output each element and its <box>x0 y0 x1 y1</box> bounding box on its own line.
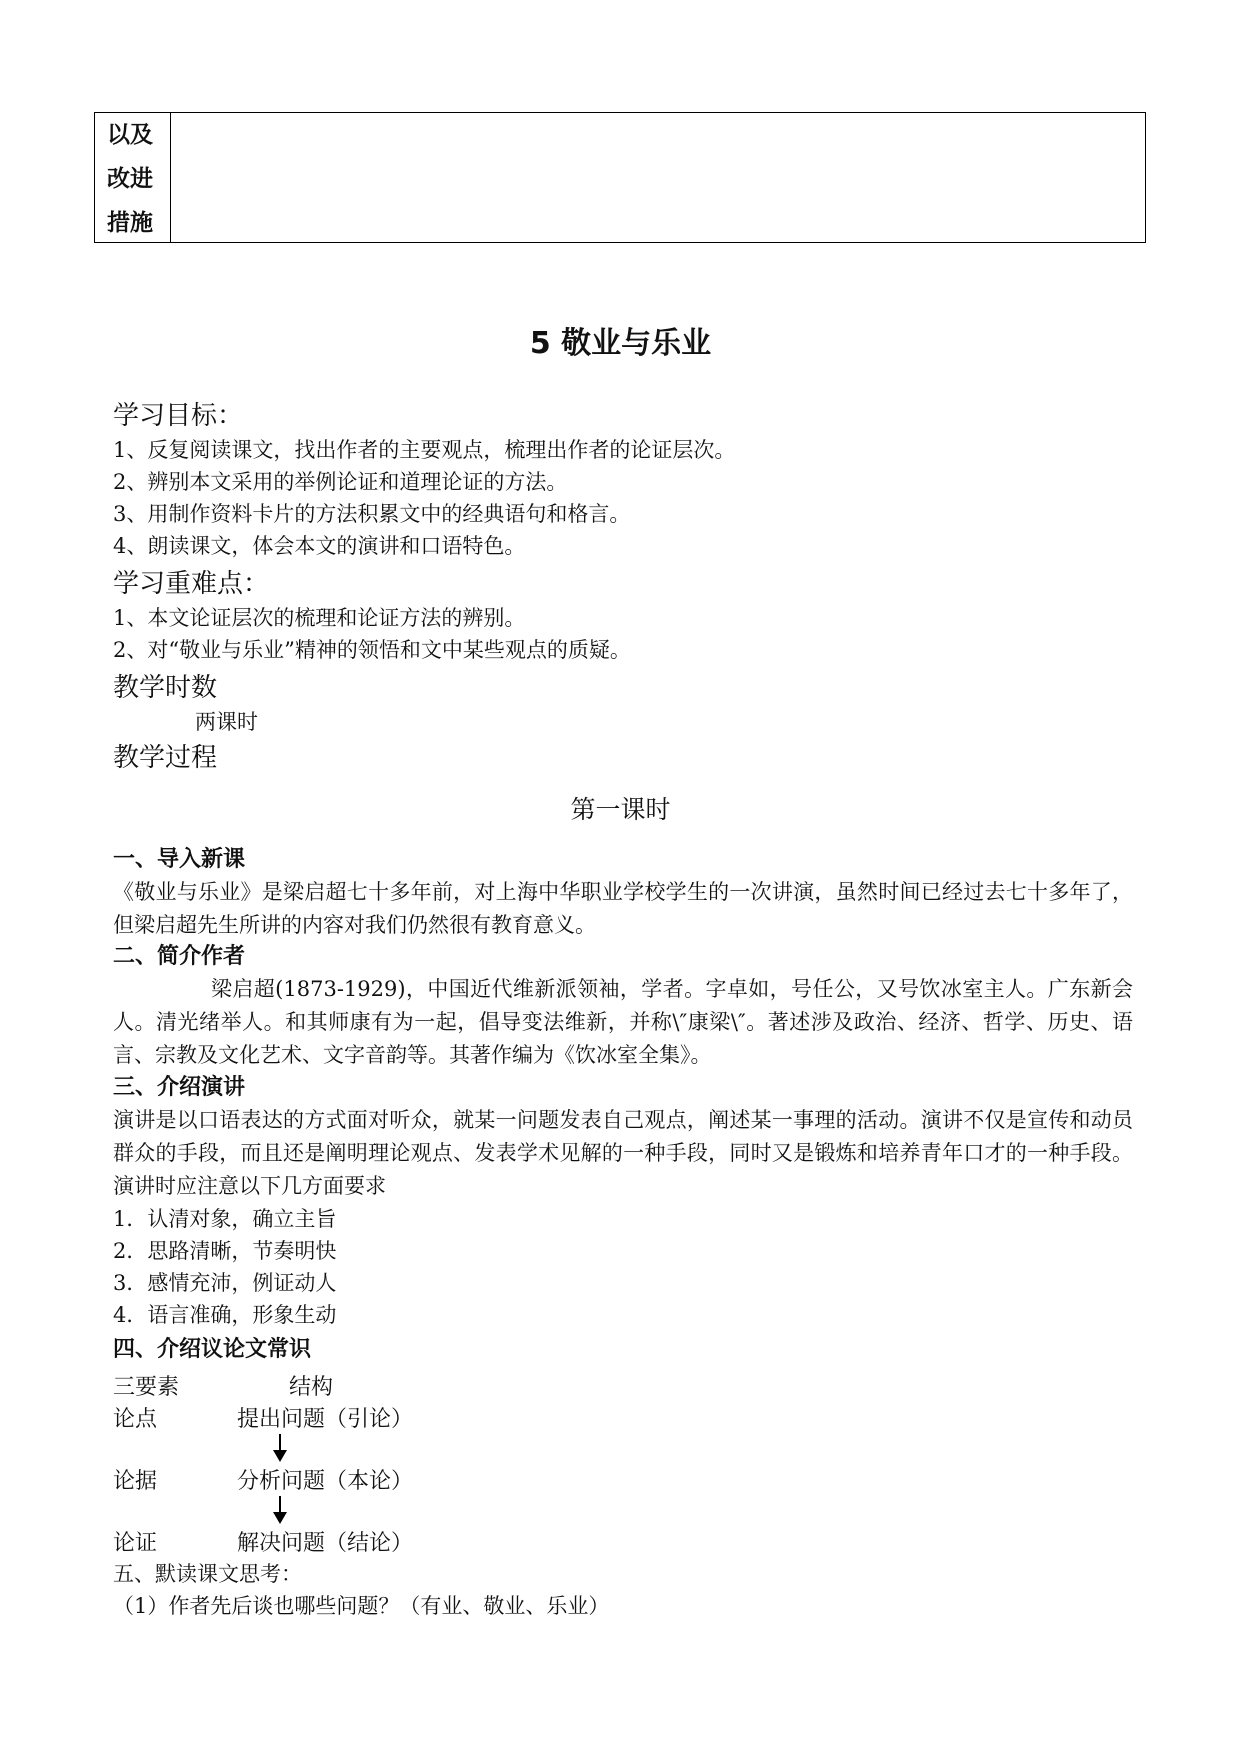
table-label-line: 措施 <box>107 210 153 236</box>
key-point-item: 2、对“敬业与乐业”精神的领悟和文中某些观点的质疑。 <box>113 638 631 662</box>
page-title: 5 敬业与乐业 <box>529 326 712 361</box>
section-text: 演讲是以口语表达的方式面对听众，就某一问题发表自己观点，阐述某一事理的活动。演讲不仅是宣传和动员群众的手段，而且还是阐明理论观点、发表学术见解的一种手段，同时又是锻炼和培养青年口才的一种手段。演讲时应注意以下几方面要求 <box>113 1108 1133 1198</box>
objective-item: 1、反复阅读课文，找出作者的主要观点，梳理出作者的论证层次。 <box>113 438 736 462</box>
objective-item: 2、辨别本文采用的举例论证和道理论证的方法。 <box>113 470 568 494</box>
diagram-row <box>113 1526 413 1557</box>
diagram-element: 论证 <box>113 1531 158 1556</box>
diagram-row <box>113 1464 413 1495</box>
speech-requirement: 2．思路清晰，节奏明快 <box>113 1239 337 1263</box>
reading-question: （1）作者先后谈也哪些问题？（有业、敬业、乐业） <box>113 1594 610 1618</box>
diagram-col2-header: 结构 <box>289 1375 334 1400</box>
diagram-structure: 分析问题（本论） <box>237 1469 414 1494</box>
objectives-heading: 学习目标： <box>113 401 244 431</box>
table-label-line: 以及 <box>107 122 153 148</box>
diagram-element: 论据 <box>113 1469 158 1494</box>
key-point-item: 1、本文论证层次的梳理和论证方法的辨别。 <box>113 606 526 630</box>
section-text: 梁启超(1873-1929)，中国近代维新派领袖，学者。字卓如，号任公，又号饮冰室主人。广东新会人。清光绪举人。和其师康有为一起，倡导变法维新，并称\″康梁\″。著述涉及政治、经济、哲学、历史、语言、宗教及文化艺术、文字音韵等。其著作编为《饮冰室全集》。 <box>113 977 1133 1067</box>
diagram-element: 论点 <box>113 1407 158 1432</box>
hours-section <box>113 670 1133 738</box>
key-points-heading: 学习重难点： <box>113 569 270 599</box>
diagram-row <box>113 1402 413 1433</box>
process-section <box>113 740 1133 776</box>
table-label-cell <box>95 113 171 242</box>
section-heading: 一、导入新课 <box>113 847 246 872</box>
diagram-header-row <box>113 1370 333 1401</box>
objective-item: 4、朗读课文，体会本文的演讲和口语特色。 <box>113 534 526 558</box>
diagram-col1-header: 三要素 <box>113 1375 180 1400</box>
section-heading: 二、简介作者 <box>113 944 246 969</box>
speech-requirement: 1．认清对象，确立主旨 <box>113 1207 337 1231</box>
objectives-section <box>113 398 1133 562</box>
process-heading: 教学过程 <box>113 743 218 773</box>
section-heading: 三、介绍演讲 <box>113 1075 246 1100</box>
diagram-structure: 解决问题（结论） <box>237 1531 414 1556</box>
speech-requirement: 4．语言准确，形象生动 <box>113 1303 337 1327</box>
section-intro <box>113 844 1133 942</box>
speech-requirement: 3．感情充沛，例证动人 <box>113 1271 337 1295</box>
section-heading: 四、介绍议论文常识 <box>113 1337 312 1362</box>
section-argument <box>113 1334 1133 1366</box>
section-heading: 五、默读课文思考： <box>113 1562 302 1586</box>
section-author <box>113 941 1133 1072</box>
down-arrow-icon <box>279 1434 281 1460</box>
hours-heading: 教学时数 <box>113 673 218 703</box>
reflection-table <box>94 112 1146 243</box>
section-reading <box>113 1558 1133 1622</box>
objective-item: 3、用制作资料卡片的方法积累文中的经典语句和格言。 <box>113 502 631 526</box>
table-content-cell <box>171 113 1145 242</box>
section-speech <box>113 1072 1133 1331</box>
hours-value: 两课时 <box>195 710 258 734</box>
table-label-line: 改进 <box>107 166 153 192</box>
key-points-section <box>113 566 1133 666</box>
down-arrow-icon <box>279 1496 281 1522</box>
section-text: 《敬业与乐业》是梁启超七十多年前，对上海中华职业学校学生的一次讲演，虽然时间已经过去七十多年了，但梁启超先生所讲的内容对我们仍然很有教育意义。 <box>113 880 1133 937</box>
diagram-structure: 提出问题（引论） <box>237 1407 414 1432</box>
lesson-title: 第一课时 <box>570 795 671 824</box>
